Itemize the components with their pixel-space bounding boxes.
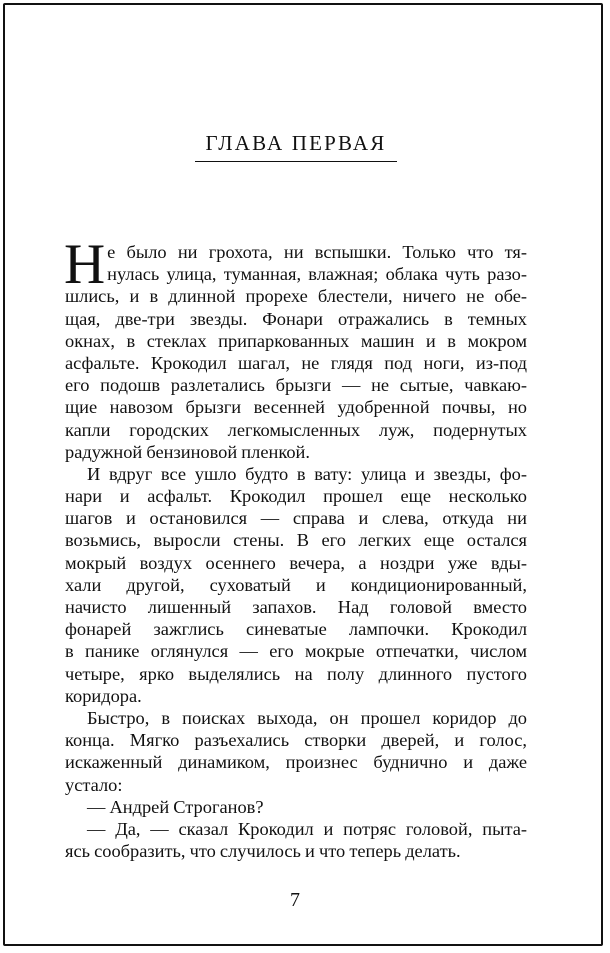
text-line: нари и асфальт. Крокодил прошел еще несколько — [65, 486, 527, 507]
text-line: в панике оглянулся — его мокрые отпечатки, числом — [65, 641, 527, 662]
text-line: конца. Мягко разъехались створки дверей, и голос, — [65, 730, 527, 751]
text-line: — Да, — сказал Крокодил и потряс головой, пыта- — [87, 818, 527, 839]
paragraph-1 — [64, 233, 527, 463]
text-line: асфальте. Крокодил шагал, не глядя под ноги, из-под — [65, 352, 527, 373]
text-line: начисто лишенный запахов. Над головой вместо — [65, 597, 527, 617]
text-line: фонарей зажглись синеватые лампочки. Крокодил — [65, 619, 527, 640]
text-line: коридора. — [65, 685, 142, 706]
chapter-title: ГЛАВА ПЕРВАЯ — [205, 131, 387, 155]
text-line: искаженный динамиком, произнес буднично и даже — [65, 752, 527, 773]
paragraph-4 — [65, 796, 527, 818]
text-line: его подошв разлетались брызги — не сытые, чавкаю- — [65, 375, 527, 396]
paragraph-5 — [65, 818, 527, 862]
text-line: — Андрей Строганов? — [87, 796, 264, 817]
text-line: е было ни грохота, ни вспышки. Только что тя- — [107, 242, 527, 262]
text-line: Быстро, в поисках выхода, он прошел коридор до — [87, 707, 527, 728]
text-line: капли городских легкомысленных луж, подернутых — [65, 419, 527, 440]
text-line: щая, две-три звезды. Фонари отражались в темных — [65, 308, 527, 329]
chapter-title-underline — [195, 161, 397, 162]
text-line: шлись, и в длинной прорехе блестели, ничего не обе- — [65, 286, 527, 307]
text-line: ясь сообразить, что случилось и что теперь делать. — [65, 841, 461, 862]
text-line: хали другой, суховатый и кондиционированный, — [65, 574, 527, 595]
text-line: И вдруг все ушло будто в вату: улица и звезды, фо- — [87, 463, 527, 484]
paragraph-3 — [65, 707, 527, 796]
book-page — [3, 3, 603, 946]
text-line: нулась улица, туманная, влажная; облака чуть разо- — [107, 264, 527, 285]
body-text — [64, 233, 527, 862]
text-line: окнах, в стеклах припаркованных машин и в мокром — [65, 330, 527, 351]
text-line: возьмись, выросли стены. В его легких еще остался — [65, 530, 527, 551]
page-number: 7 — [290, 889, 300, 911]
text-line: щие навозом брызги весенней удобренной почвы, но — [65, 397, 527, 418]
text-line: мокрый воздух осеннего вечера, а ноздри уже вды- — [65, 552, 527, 573]
paragraph-2 — [65, 463, 527, 707]
text-line: радужной бензиновой пленкой. — [65, 441, 310, 462]
text-line: шагов и остановился — справа и слева, откуда ни — [65, 508, 527, 529]
text-line: четыре, ярко выделялись на полу длинного пустого — [65, 663, 527, 684]
drop-cap: Н — [64, 233, 106, 296]
text-line: устало: — [65, 774, 123, 795]
